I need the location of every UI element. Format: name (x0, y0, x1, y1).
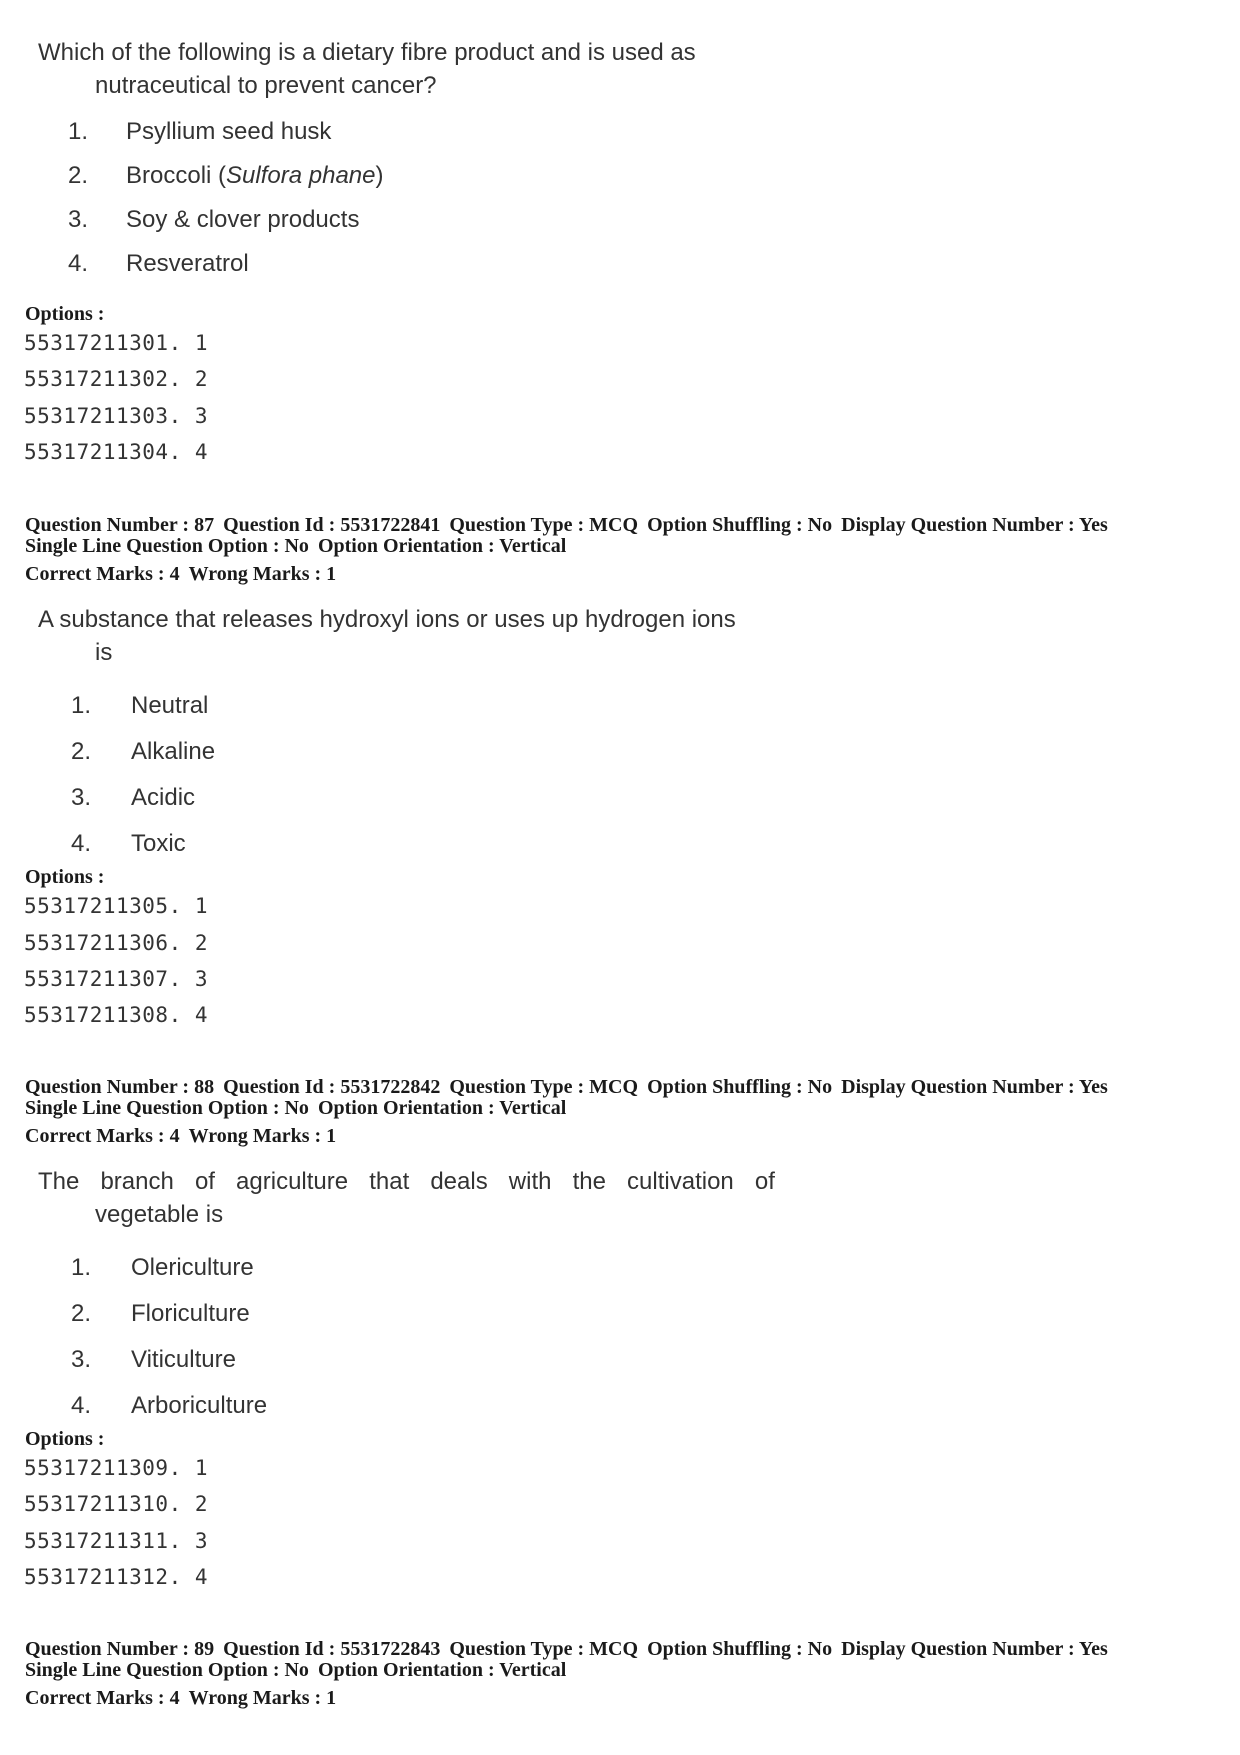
question-89-meta: Question Number : 89 Question Id : 5531722843 Question Type : MCQ Option Shuffling : No Display Question Number : Yes Single Line Question Option : No Option Orientation : Vertical (25, 1638, 1108, 1681)
option-code: 55317211305. 1 (24, 894, 209, 918)
choice: 3. Soy & clover products (68, 206, 360, 233)
option-code: 55317211303. 3 (24, 404, 209, 428)
options-label: Options : (25, 303, 105, 325)
question-89-marks: Correct Marks : 4 Wrong Marks : 1 (25, 1687, 337, 1709)
question-87-marks: Correct Marks : 4 Wrong Marks : 1 (25, 563, 337, 585)
choice: 2. Alkaline (71, 738, 216, 765)
question-88-meta: Question Number : 88 Question Id : 5531722842 Question Type : MCQ Option Shuffling : No Display Question Number : Yes Single Line Question Option : No Option Orientation : Vertical (25, 1076, 1108, 1119)
choice: 2. Floriculture (71, 1300, 250, 1327)
option-code: 55317211311. 3 (24, 1529, 209, 1553)
question-88-stem: The branch of agriculture that deals with the cultivation of vegetable is (38, 1168, 775, 1228)
choice: 3. Viticulture (71, 1346, 236, 1373)
option-code: 55317211302. 2 (24, 367, 209, 391)
question-88-image (38, 1165, 775, 1429)
option-code: 55317211304. 4 (24, 440, 209, 464)
option-code: 55317211301. 1 (24, 331, 209, 355)
question-87-choices (38, 683, 736, 867)
choice: 3. Acidic (71, 784, 196, 811)
choice: 1. Neutral (71, 692, 209, 719)
choice: 4. Resveratrol (68, 250, 249, 277)
choice: 4. Toxic (71, 830, 186, 857)
choice: 1. Olericulture (71, 1254, 254, 1281)
option-code: 55317211307. 3 (24, 967, 209, 991)
question-86-image (38, 36, 696, 286)
question-86-stem: Which of the following is a dietary fibre product and is used as nutraceutical to prevent cancer? (38, 39, 696, 99)
options-label: Options : (25, 1428, 105, 1450)
choice: 1. Psyllium seed husk (68, 118, 332, 145)
choice: 4. Arboriculture (71, 1392, 268, 1419)
option-code: 55317211306. 2 (24, 931, 209, 955)
choice: 2. Broccoli (Sulfora phane) (68, 162, 384, 189)
question-87-meta: Question Number : 87 Question Id : 5531722841 Question Type : MCQ Option Shuffling : No Display Question Number : Yes Single Line Question Option : No Option Orientation : Vertical (25, 514, 1108, 557)
question-88-marks: Correct Marks : 4 Wrong Marks : 1 (25, 1125, 337, 1147)
option-code: 55317211310. 2 (24, 1492, 209, 1516)
question-86-choices (38, 110, 696, 286)
option-code: 55317211308. 4 (24, 1003, 209, 1027)
question-87-image (38, 603, 736, 867)
options-label: Options : (25, 866, 105, 888)
option-code: 55317211312. 4 (24, 1565, 209, 1589)
question-87-stem: A substance that releases hydroxyl ions or uses up hydrogen ions is (38, 606, 736, 666)
question-88-choices (38, 1245, 775, 1429)
option-code: 55317211309. 1 (24, 1456, 209, 1480)
